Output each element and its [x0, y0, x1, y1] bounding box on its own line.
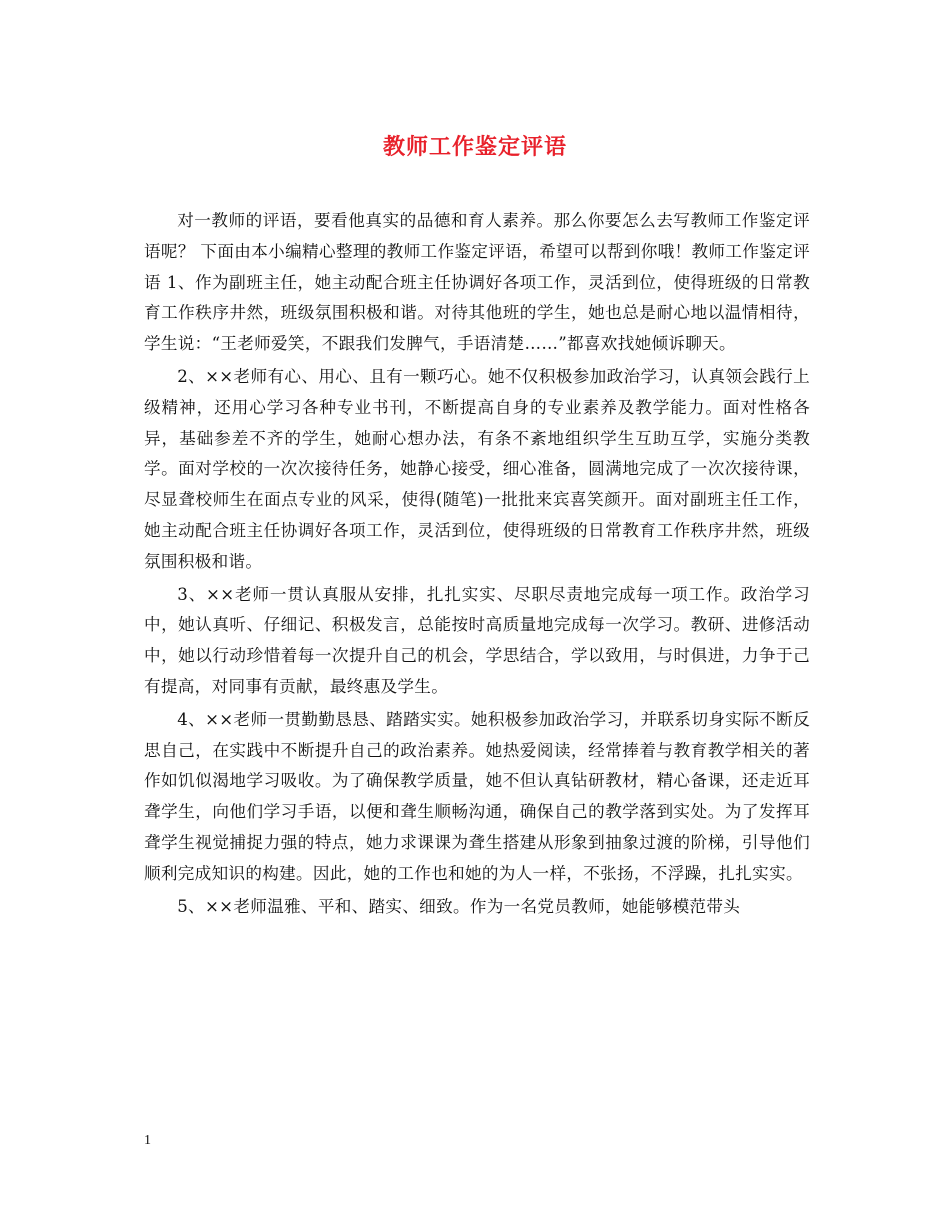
paragraph-4: 4、××老师一贯勤勤恳恳、踏踏实实。她积极参加政治学习，并联系切身实际不断反思自己，在实践中不断提升自己的政治素养。她热爱阅读，经常捧着与教育教学相关的著作如饥似渴地学习吸收。为了确保教学质量，她不但认真钻研教材，精心备课，还走近耳聋学生，向他们学习手语，以便和聋生顺畅沟通，确保自己的教学落到实处。为了发挥耳聋学生视觉捕捉力强的特点，她力求课课为聋生搭建从形象到抽象过渡的阶梯，引导他们顺利完成知识的构建。因此，她的工作也和她的为人一样，不张扬，不浮躁，扎扎实实。	[144, 709, 810, 883]
paragraph-3: 3、××老师一贯认真服从安排，扎扎实实、尽职尽责地完成每一项工作。政治学习中，她认真听、仔细记、积极发言，总能按时高质量地完成每一次学习。教研、进修活动中，她以行动珍惜着每一次提升自己的机会，学思结合，学以致用，与时俱进，力争于己有提高，对同事有贡献，最终惠及学生。	[144, 584, 810, 696]
paragraph-2: 2、××老师有心、用心、且有一颗巧心。她不仅积极参加政治学习，认真领会践行上级精神，还用心学习各种专业书刊，不断提高自身的专业素养及教学能力。面对性格各异，基础参差不齐的学生，她耐心想办法，有条不紊地组织学生互助互学，实施分类教学。面对学校的一次次接待任务，她静心接受，细心准备，圆满地完成了一次次接待课，尽显聋校师生在面点专业的风采，使得(随笔)一批批来宾喜笑颜开。面对副班主任工作，她主动配合班主任协调好各项工作，灵活到位，使得班级的日常教育工作秩序井然，班级氛围积极和谐。	[144, 366, 810, 571]
document-body	[144, 206, 810, 922]
paragraph-intro: 对一教师的评语，要看他真实的品德和育人素养。那么你要怎么去写教师工作鉴定评语呢？ 下面由本小编精心整理的教师工作鉴定评语，希望可以帮到你哦！教师工作鉴定评语 1、作为副班主任，她主动配合班主任协调好各项工作，灵活到位，使得班级的日常教育工作秩序井然，班级氛围积极和谐。对待其他班的学生，她也总是耐心地以温情相待，学生说：“王老师爱笑，不跟我们发脾气，手语清楚……”都喜欢找她倾诉聊天。	[144, 211, 810, 354]
page-number: 1	[144, 1133, 151, 1148]
paragraph-5: 5、××老师温雅、平和、踏实、细致。作为一名党员教师，她能够模范带头	[177, 896, 741, 916]
document-title: 教师工作鉴定评语	[382, 134, 567, 160]
